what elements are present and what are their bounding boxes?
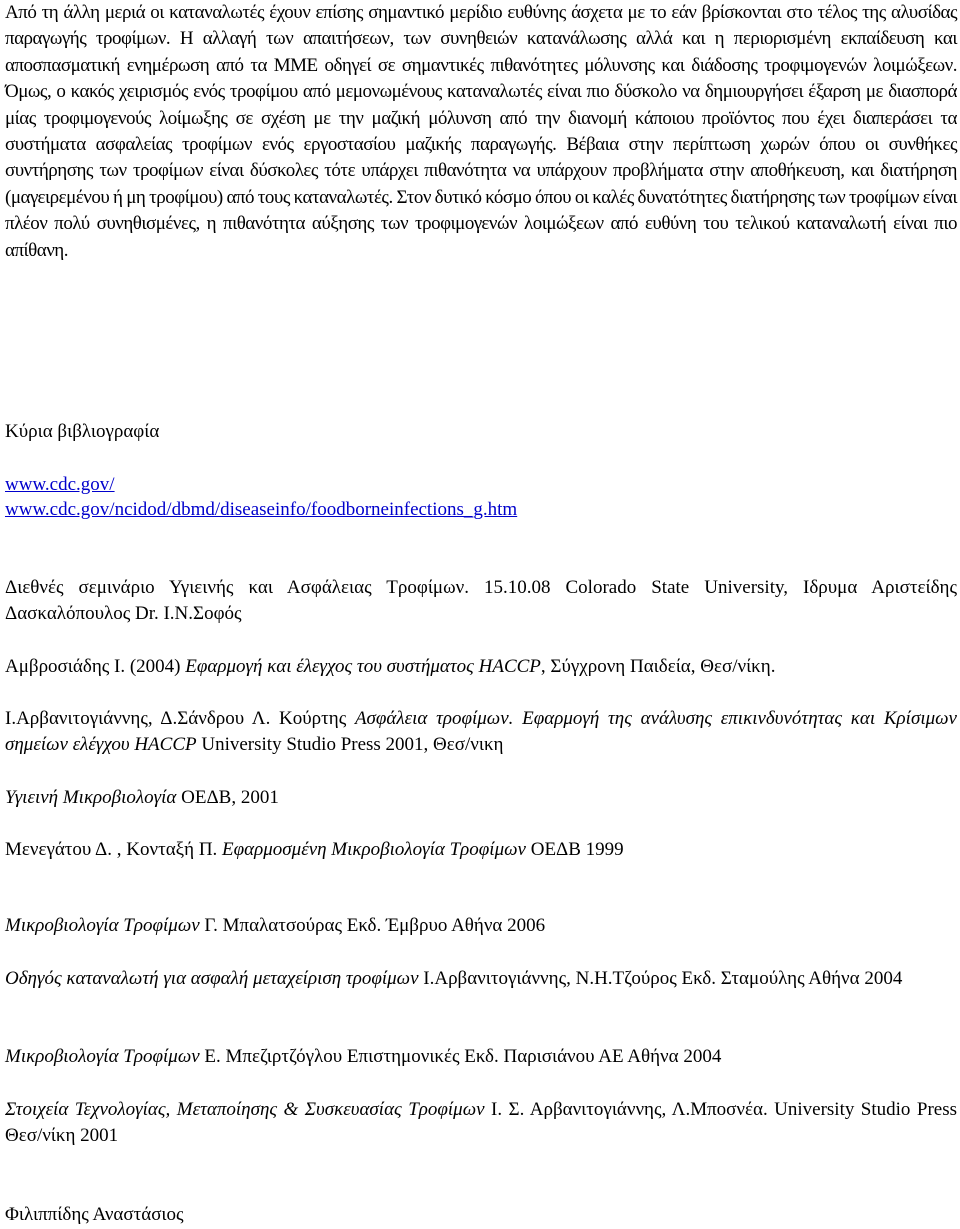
reference-4-title: Υγιεινή Μικροβιολογία xyxy=(5,787,177,808)
reference-8 xyxy=(5,1044,957,1070)
reference-1 xyxy=(5,575,957,627)
link-cdc-foodborne[interactable]: www.cdc.gov/ncidod/dbmd/diseaseinfo/foodborneinfections_g.htm xyxy=(5,499,518,520)
reference-8-publisher: Ε. Μπεζιρτζόγλου Επιστημονικές Εκδ. Παρισιάνου ΑΕ Αθήνα 2004 xyxy=(199,1046,722,1067)
reference-2 xyxy=(5,654,957,680)
reference-5-authors: Μενεγάτου Δ. , Κονταξή Π. xyxy=(5,839,223,860)
link-cdc-foodborne-row xyxy=(5,497,957,523)
link-cdc xyxy=(5,472,957,498)
reference-5-title: Εφαρμοσμένη Μικροβιολογία Τροφίμων xyxy=(222,839,526,860)
author-name: Φιλιππίδης Αναστάσιος xyxy=(5,1204,184,1225)
reference-7 xyxy=(5,966,957,992)
reference-9 xyxy=(5,1097,957,1149)
reference-3-authors: Ι.Αρβανιτογιάννης, Δ.Σάνδρου Λ. Κούρτης xyxy=(5,708,355,729)
reference-3-title: Ασφάλεια τροφίμων. Εφαρμογή της ανάλυσης επικινδυνότητας και Κρίσιμων σημείων ελέγχου HACCP xyxy=(5,708,957,755)
reference-7-publisher: Ι.Αρβανιτογιάννης, Ν.Η.Τζούρος Εκδ. Σταμούλης Αθήνα 2004 xyxy=(418,968,903,989)
reference-9-title: Στοιχεία Τεχνολογίας, Μεταποίησης & Συσκευασίας Τροφίμων xyxy=(5,1099,485,1120)
reference-5-publisher: ΟΕΔΒ 1999 xyxy=(525,839,624,860)
reference-2-publisher: , Σύγχρονη Παιδεία, Θεσ/νίκη. xyxy=(540,656,776,677)
intro-sentence-1: Από τη άλλη μεριά οι καταναλωτές έχουν επίσης σημαντικό μερίδιο ευθύνης άσχετα με το εάν βρίσκονται στο τέλος της αλυσίδας παραγωγής τροφίμων. xyxy=(5,2,957,50)
reference-4 xyxy=(5,785,957,811)
reference-6 xyxy=(5,913,957,939)
link-cdc-home[interactable]: www.cdc.gov/ xyxy=(5,474,115,495)
bibliography-heading: Κύρια βιβλιογραφία xyxy=(5,421,160,442)
intro-sentence-5: Στον δυτικό κόσμο όπου οι καλές δυνατότητες διατήρησης των τροφίμων είναι πλέον πολύ συνηθισμένες, η πιθανότητα αύξησης των τροφιμογενών λοιμώξεων από ευθύνη του τελικού καταναλωτή είναι πιο απίθανη. xyxy=(5,186,957,261)
reference-8-title: Μικροβιολογία Τροφίμων xyxy=(5,1046,200,1067)
reference-7-title: Οδηγός καταναλωτή για ασφαλή μεταχείριση τροφίμων xyxy=(5,968,419,989)
reference-3 xyxy=(5,706,957,758)
reference-1-text: Διεθνές σεμινάριο Υγιεινής και Ασφάλειας Τροφίμων. 15.10.08 Colorado State University, Ιδρυμα Αριστείδης Δασκαλόπουλος Dr. I.N.Σοφός xyxy=(5,577,957,624)
reference-9-publisher: Ι. Σ. Αρβανιτογιάννης, Λ.Μποσνέα. University Studio Press Θεσ/νίκη 2001 xyxy=(5,1099,957,1146)
intro-sentence-3: Όμως, ο κακός χειρισμός ενός τροφίμου από μεμονωμένους καταναλωτές είναι πιο δύσκολο να δημιουργήσει έξαρση με διασπορά μίας τροφιμογενούς λοίμωξης σε σχέση με την μαζική μόλυνση από την διανομή κάποιου προϊόντος που έχει διαπεράσει τα συστήματα ασφαλείας τροφίμων ενός εργοστασίου μαζικής παραγωγής. xyxy=(5,81,957,156)
intro-sentence-4: Βέβαια στην περίπτωση χωρών όπου οι συνθήκες συντήρησης των τροφίμων είναι δύσκολες τότε υπάρχει πιθανότητα να υπάρχουν προβλήματα στην αποθήκευση, και διατήρηση (μαγειρεμένου ή μη τροφίμου) από τους καταναλωτές. xyxy=(5,134,957,208)
reference-6-title: Μικροβιολογία Τροφίμων xyxy=(5,915,200,936)
intro-paragraph xyxy=(5,0,957,264)
reference-2-title: Εφαρμογή και έλεγχος του συστήματος HACCP xyxy=(185,656,541,677)
reference-3-publisher: University Studio Press 2001, Θεσ/νικη xyxy=(196,734,504,755)
reference-6-publisher: Γ. Μπαλατσούρας Εκδ. Έμβρυο Αθήνα 2006 xyxy=(199,915,546,936)
document-page xyxy=(5,0,957,264)
reference-4-publisher: ΟΕΔΒ, 2001 xyxy=(176,787,279,808)
reference-5 xyxy=(5,837,957,863)
intro-sentence-2: Η αλλαγή των απαιτήσεων, των συνηθειών κατανάλωσης αλλά και η περιορισμένη εκπαίδευση και αποσπασματική ενημέρωση από τα ΜΜΕ οδηγεί σε σημαντικές πιθανότητες μόλυνσης και διάδοσης τροφιμογενών λοιμώξεων. xyxy=(5,28,957,76)
reference-2-authors: Αμβροσιάδης Ι. (2004) xyxy=(5,656,186,677)
